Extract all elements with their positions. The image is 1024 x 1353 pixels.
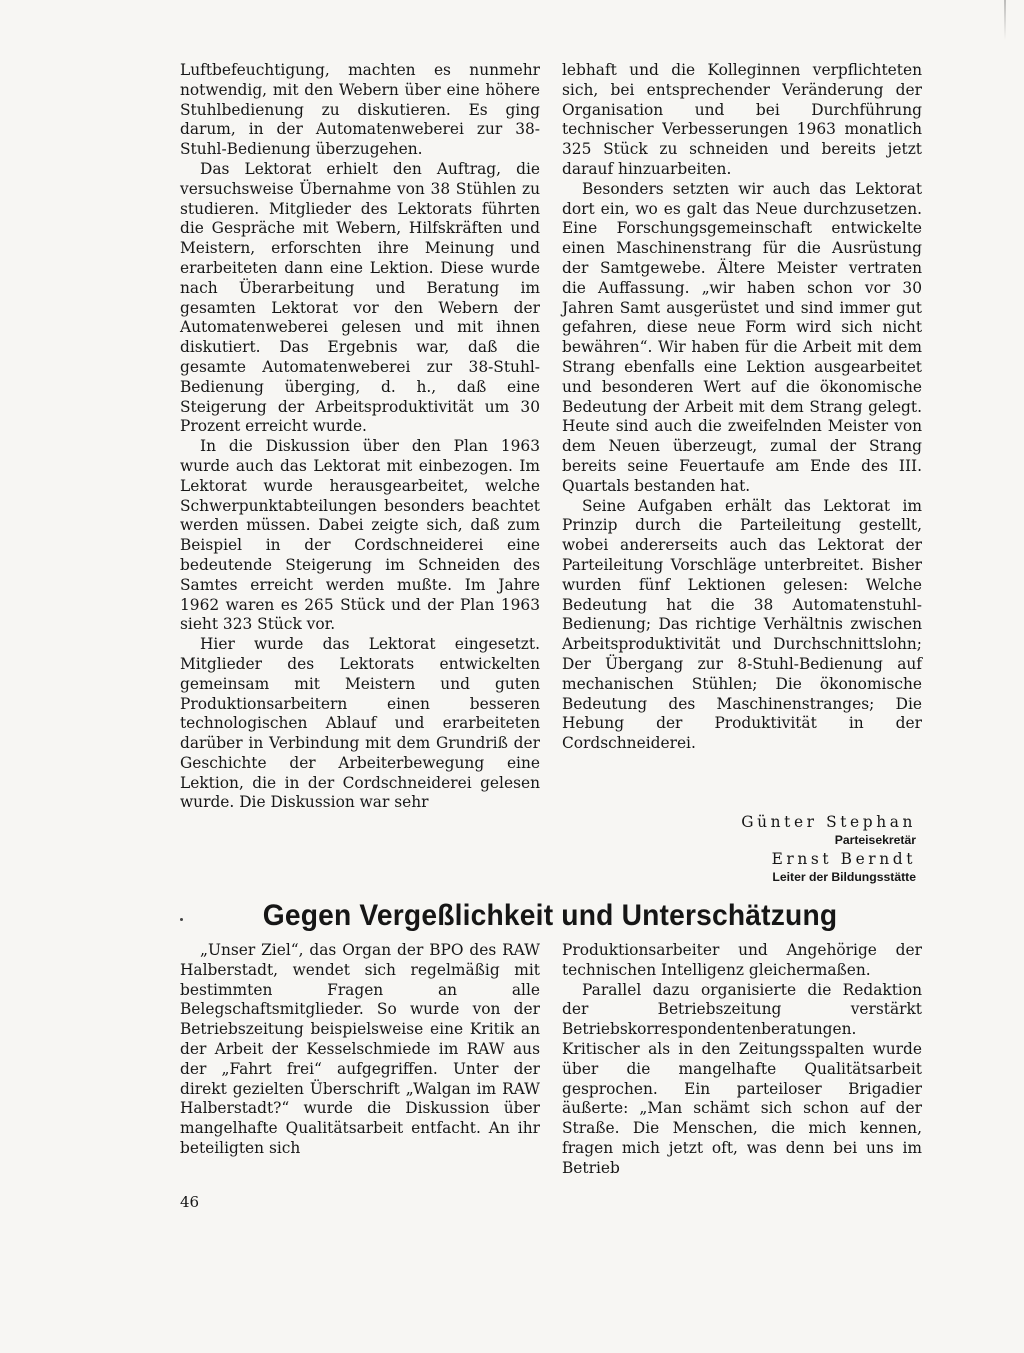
margin-dot (180, 918, 183, 921)
article-column-bottom-left (180, 941, 540, 1159)
page-number: 46 (180, 1193, 200, 1211)
paragraph: „Unser Ziel“, das Organ der BPO des RAW Halberstadt, wendet sich regelmäßig mit bestimmten Fragen an alle Belegschaftsmitglieder. So wurde von der Betriebszeitung beispielsweise eine Kritik an der Arbeit der Kesselschmiede im RAW aus der „Fahrt frei“ aufgegriffen. Unter der direkt gezielten Überschrift „Walgan im RAW Halberstadt?“ wurde die Diskussion über mangelhafte Qualitätsarbeit entfacht. An ihr beteiligten sich (180, 941, 540, 1157)
paragraph: Parallel dazu organisierte die Redaktion der Betriebszeitung verstärkt Betriebskorrespondentenberatungen. Kritischer als in den Zeitungsspalten wurde über die mangelhafte Qualitätsarbeit gesprochen. Ein parteiloser Brigadier äußerte: „Man schämt sich schon auf der Straße. Die Menschen, die mich kennen, fragen mich jetzt oft, was denn bei uns im Betrieb (562, 980, 922, 1177)
author-signature-block (640, 812, 916, 886)
article-column-bottom-right (562, 941, 922, 1179)
author-name: Günter Stephan (741, 813, 916, 831)
article-column-top-right (562, 61, 922, 754)
paragraph: Das Lektorat erhielt den Auftrag, die versuchsweise Übernahme von 38 Stühlen zu studieren. Mitglieder des Lektorats führten die Gespräche mit Webern, Hilfskräften und Meistern, erforschten ihre Meinung und erarbeiteten dann eine Lektion. Diese wurde nach Überarbeitung und Beratung im gesamten Lektorat vor den Webern der Automatenweberei gelesen und mit ihnen diskutiert. Das Ergebnis war, daß die gesamte Automatenweberei zur 38-Stuhl-Bedienung überging, d. h., daß eine Steigerung der Arbeitsproduktivität um 30 Prozent erreicht wurde. (180, 159, 540, 436)
author-name: Ernst Berndt (771, 850, 916, 868)
paragraph: Luftbefeuchtigung, machten es nunmehr notwendig, mit den Webern über eine höhere Stuhlbedienung zu diskutieren. Es ging darum, in der Automatenweberei zur 38-Stuhl-Bedienung überzugehen. (180, 61, 540, 159)
paragraph: In die Diskussion über den Plan 1963 wurde auch das Lektorat mit einbezogen. Im Lektorat wurde herausgearbeitet, welche Schwerpunktabteilungen besonders beachtet werden müssen. Dabei zeigte sich, daß zum Beispiel in der Cordschneiderei eine bedeutende Steigerung im Schneiden des Samtes erreicht werden mußte. Im Jahre 1962 waren es 265 Stück und der Plan 1963 sieht 323 Stück vor. (180, 437, 540, 634)
paragraph: Besonders setzten wir auch das Lektorat dort ein, wo es galt das Neue durchzusetzen. Eine Forschungsgemeinschaft entwickelte einen Maschinenstrang für die Ausrüstung der Samtgewebe. Ältere Meister vertraten die Auffassung. „wir haben schon vor 30 Jahren Samt ausgerüstet und sind immer gut gefahren, diese neue Form wird sich nicht bewähren“. Wir haben für die Arbeit mit dem Strang ebenfalls eine Lektion ausgearbeitet und besonderen Wert auf die ökonomische Bedeutung der Arbeit mit dem Strang gelegt. Heute sind auch die zweifelnden Meister von dem Neuen überzeugt, zumal der Strang bereits seine Feuertaufe am Ende des III. Quartals bestanden hat. (562, 179, 922, 495)
article-column-top-left (180, 61, 540, 813)
author-role: Leiter der Bildungsstätte (772, 870, 916, 884)
author-role: Parteisekretär (834, 833, 916, 847)
paragraph: Produktionsarbeiter und Angehörige der technischen Intelligenz gleichermaßen. (562, 941, 922, 979)
paragraph: Seine Aufgaben erhält das Lektorat im Prinzip durch die Parteileitung gestellt, wobei andererseits auch das Lektorat der Parteileitung Vorschläge unterbreitet. Bisher wurden fünf Lektionen gelesen: Welche Bedeutung hat die 38 Automatenstuhl-Bedienung; Das richtige Verhältnis zwischen Arbeitsproduktivität und Durchschnittslohn; Der Übergang zur 8-Stuhl-Bedienung auf mechanischen Stühlen; Die ökonomische Bedeutung des Maschinenstranges; Die Hebung der Produktivität in der Cordschneiderei. (562, 496, 922, 753)
article-headline: Gegen Vergeßlichkeit und Unterschätzung (262, 899, 838, 932)
paragraph: lebhaft und die Kolleginnen verpflichteten sich, bei entsprechender Veränderung der Organisation und bei Durchführung technischer Verbesserungen 1963 monatlich 325 Stück zu schneiden und bereits jetzt darauf hinzuarbeiten. (562, 61, 922, 178)
scan-edge-mark (1004, 0, 1006, 40)
paragraph: Hier wurde das Lektorat eingesetzt. Mitglieder des Lektorats entwickelten gemeinsam mit Meistern und guten Produktionsarbeitern einen besseren technologischen Ablauf und erarbeiteten darüber in Verbindung mit dem Grundriß der Geschichte der Arbeiterbewegung eine Lektion, die in der Cordschneiderei gelesen wurde. Die Diskussion war sehr (180, 635, 540, 812)
